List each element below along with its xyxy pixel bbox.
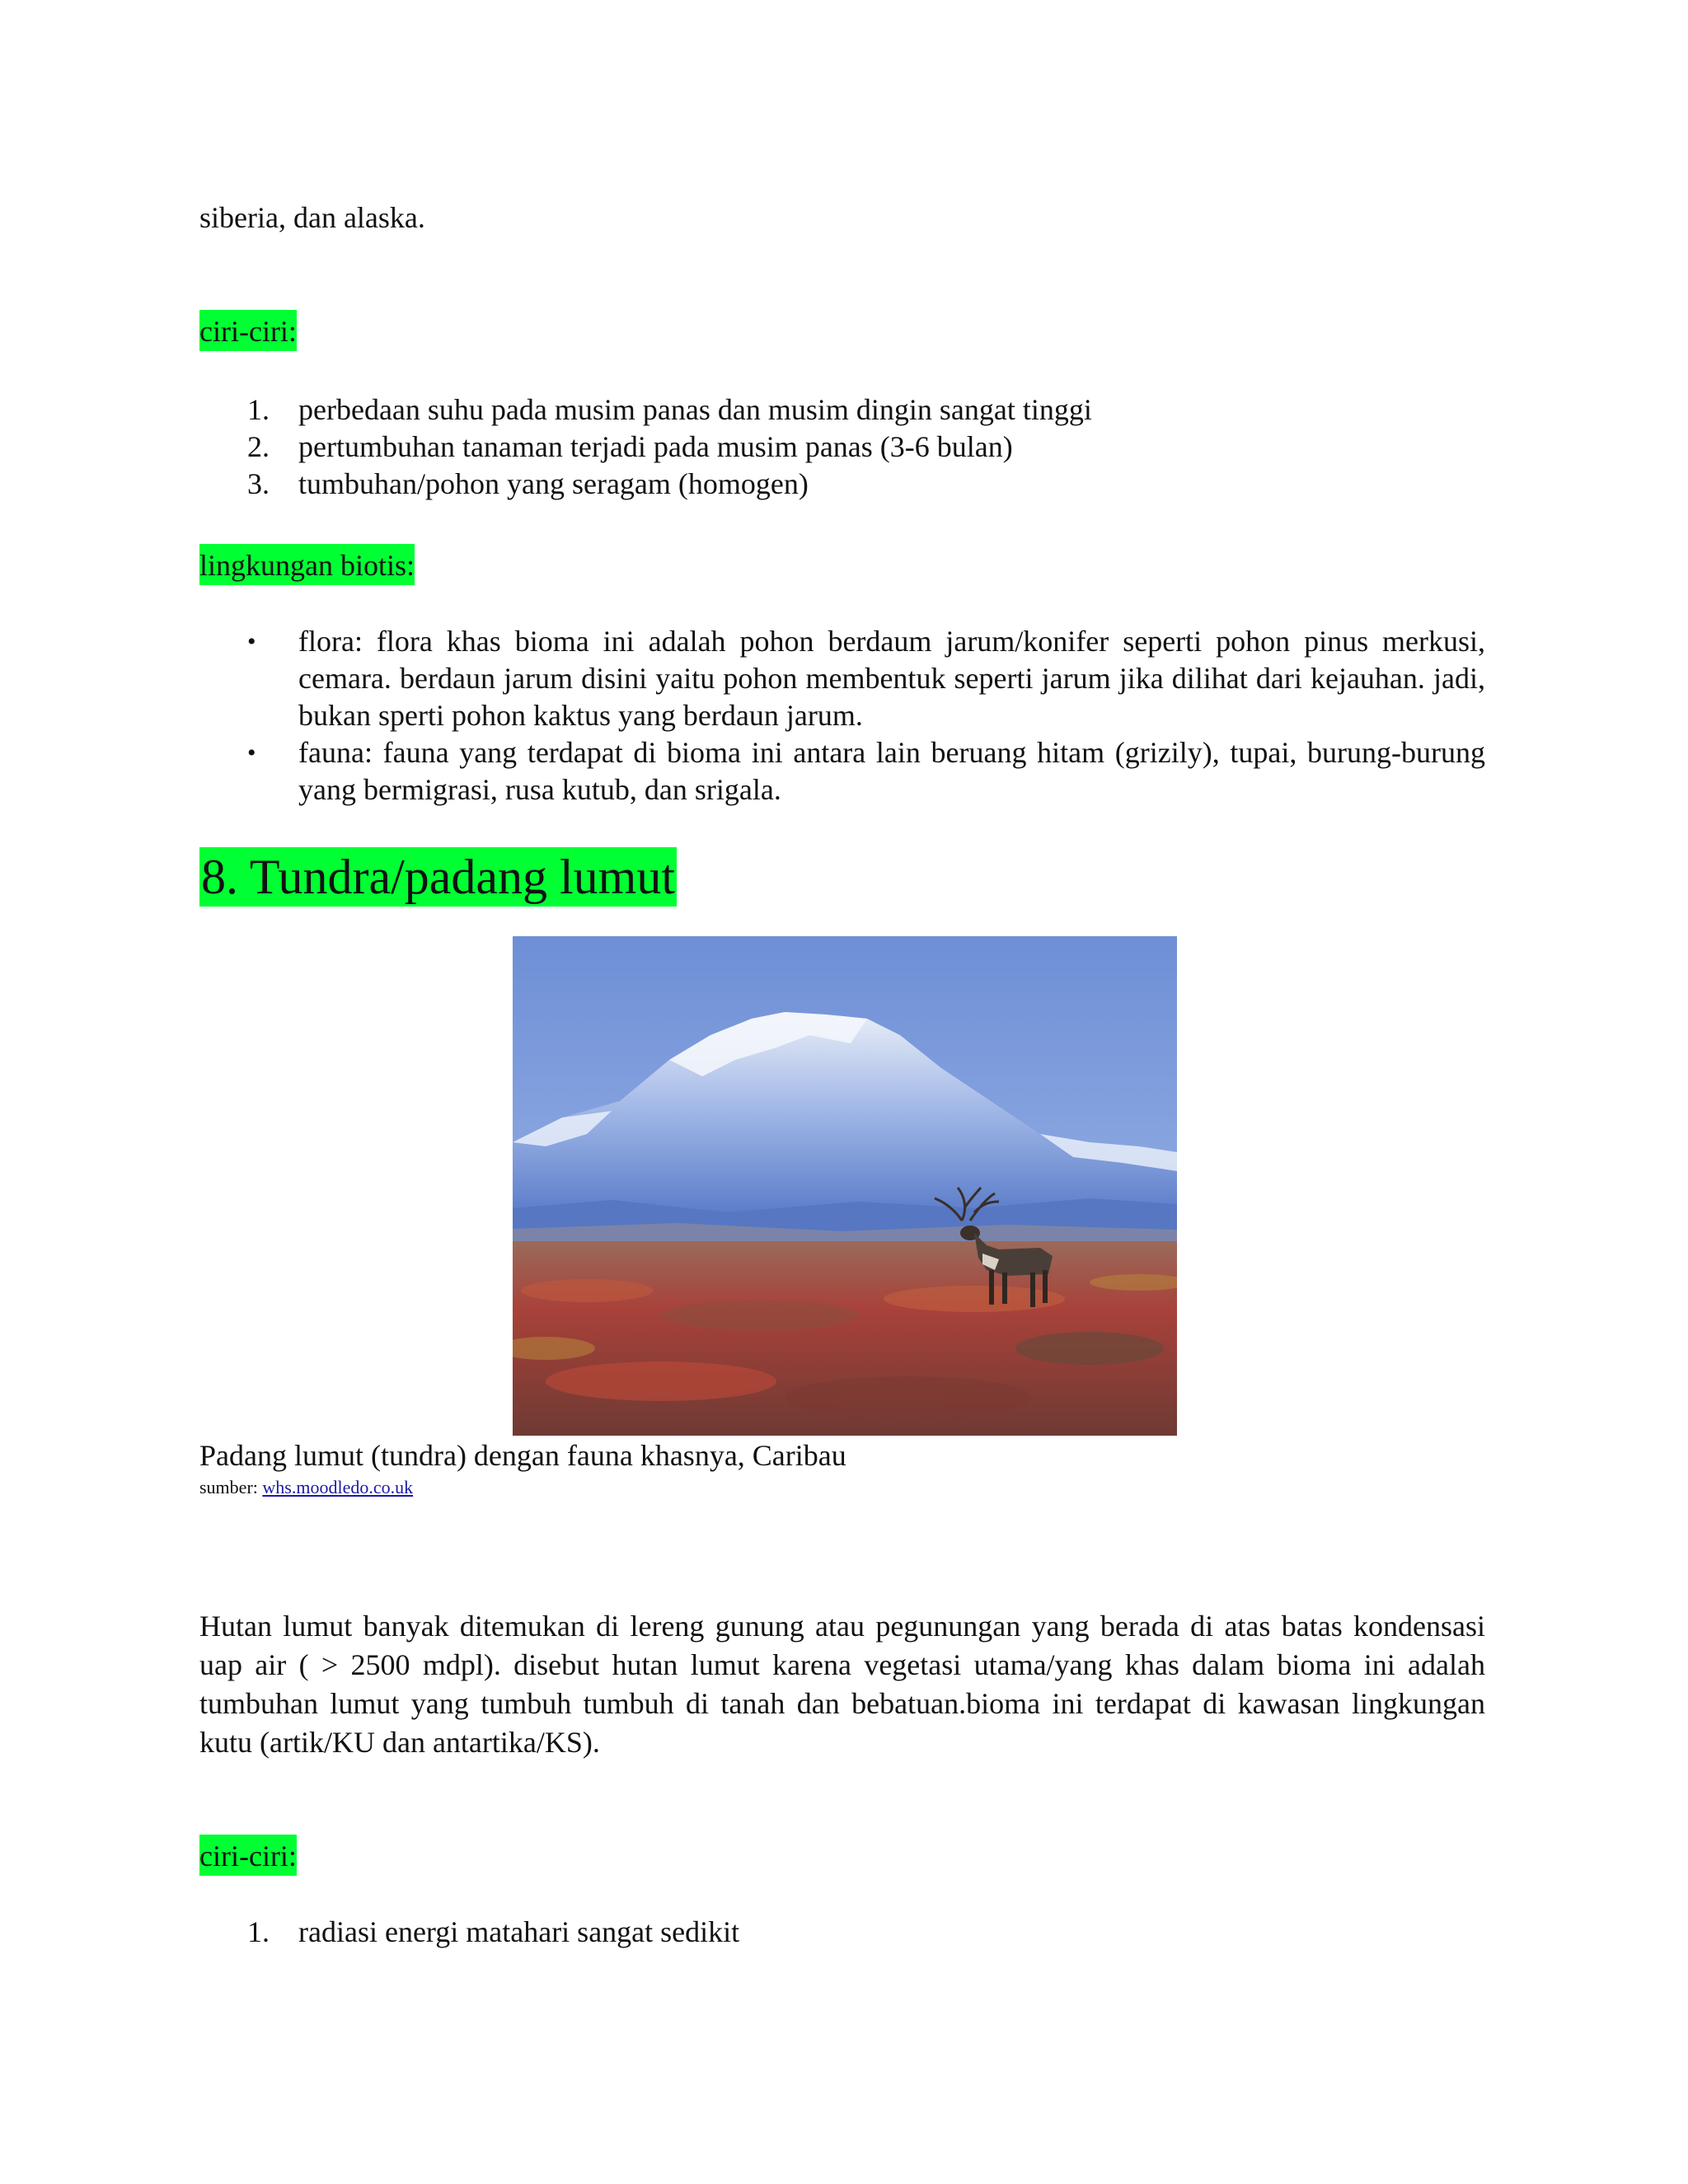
list-item-number: 1.	[247, 393, 270, 426]
bullet-icon: •	[247, 739, 256, 766]
section-heading-tundra: 8. Tundra/padang lumut	[199, 847, 677, 907]
tundra-caribou-photo	[513, 936, 1177, 1436]
list-item-text: tumbuhan/pohon yang seragam (homogen)	[298, 467, 809, 500]
source-link[interactable]: whs.moodledo.co.uk	[262, 1477, 414, 1497]
list-item-number: 1.	[247, 1915, 270, 1948]
list-item	[199, 623, 1485, 734]
list-item	[199, 391, 1092, 429]
taiga-biotis-label-text: lingkungan biotis:	[199, 544, 415, 585]
taiga-ciri-list	[199, 391, 1092, 503]
tundra-ciri-label-text: ciri-ciri:	[199, 1835, 297, 1876]
list-item-number: 3.	[247, 467, 270, 500]
list-item-number: 2.	[247, 430, 270, 463]
list-item	[199, 466, 1092, 503]
taiga-biotis-label	[199, 544, 415, 585]
taiga-ciri-label-text: ciri-ciri:	[199, 310, 297, 351]
tundra-ciri-list	[199, 1914, 739, 1951]
list-item-text: flora: flora khas bioma ini adalah pohon berdaum jarum/konifer seperti pohon pinus merkusi, cemara. berdaun jarum disini yaitu pohon membentuk seperti jarum jika dilihat dari kejauhan. jadi, bukan sperti pohon kaktus yang berdaun jarum.	[298, 625, 1485, 732]
tundra-description: Hutan lumut banyak ditemukan di lereng gunung atau pegunungan yang berada di atas batas kondensasi uap air ( > 2500 mdpl). disebut hutan lumut karena vegetasi utama/yang khas dalam bioma ini adalah tumbuhan lumut yang tumbuh tumbuh di tanah dan bebatuan.bioma ini terdapat di kawasan lingkungan kutu (artik/KU dan antartika/KS).	[199, 1610, 1485, 1759]
bullet-icon: •	[247, 628, 256, 655]
list-item	[199, 429, 1092, 466]
photo-caption: Padang lumut (tundra) dengan fauna khasnya, Caribau	[199, 1439, 846, 1472]
list-item-text: radiasi energi matahari sangat sedikit	[298, 1915, 740, 1948]
list-item	[199, 1914, 739, 1951]
list-item-text: perbedaan suhu pada musim panas dan musim dingin sangat tinggi	[298, 393, 1092, 426]
taiga-biotis-list	[199, 623, 1485, 808]
source-label: sumber:	[199, 1477, 263, 1497]
list-item-text: fauna: fauna yang terdapat di bioma ini antara lain beruang hitam (grizily), tupai, burung-burung yang bermigrasi, rusa kutub, dan srigala.	[298, 736, 1485, 806]
photo-source	[199, 1477, 413, 1498]
tundra-ciri-label	[199, 1835, 297, 1876]
taiga-ciri-label	[199, 310, 297, 351]
list-item-text: pertumbuhan tanaman terjadi pada musim panas (3-6 bulan)	[298, 430, 1013, 463]
intro-line: siberia, dan alaska.	[199, 201, 425, 234]
list-item	[199, 734, 1485, 808]
